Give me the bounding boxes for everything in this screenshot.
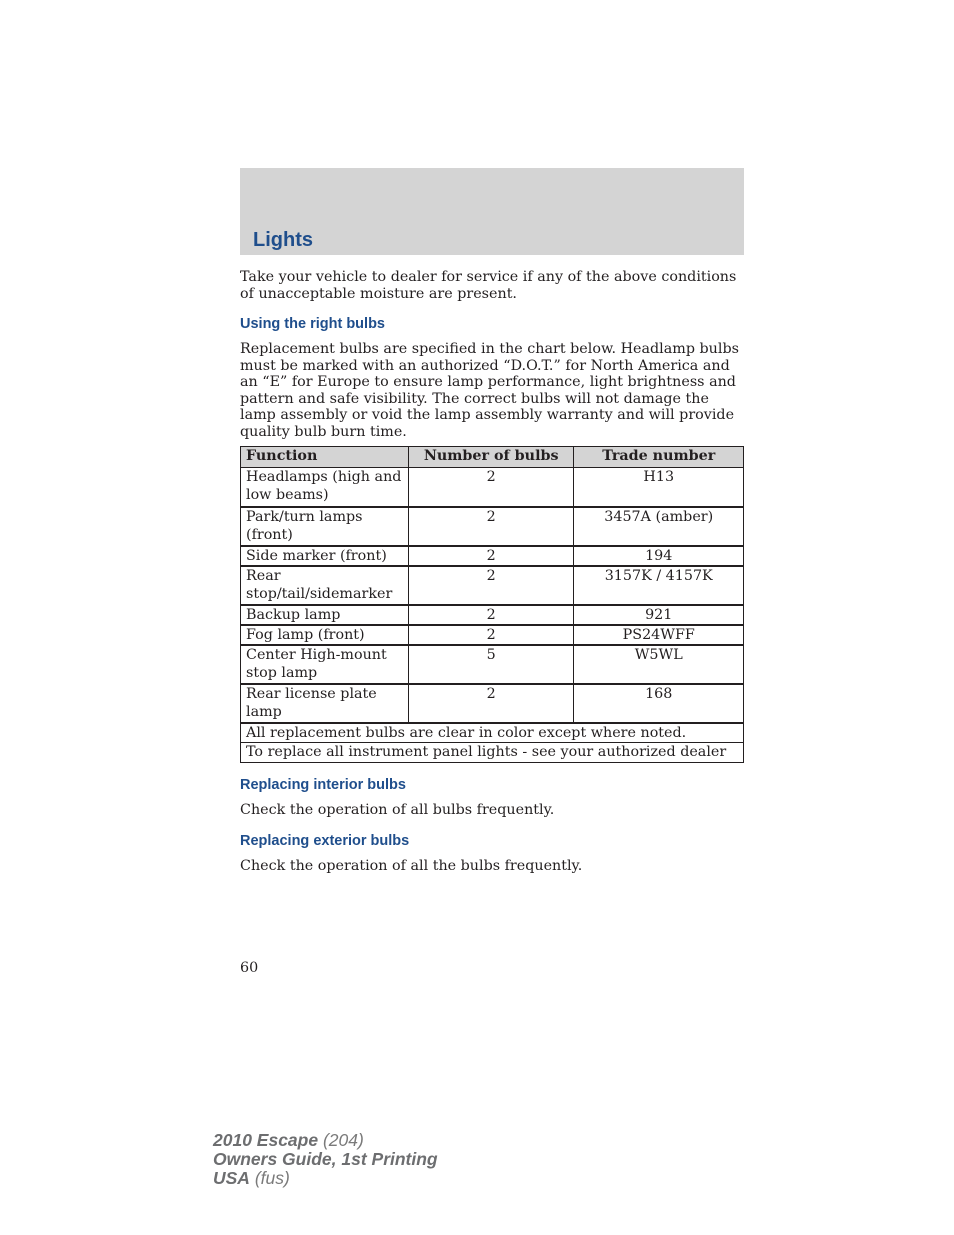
cell-function: Center High-mount stop lamp [241, 645, 409, 684]
footer-line-market [213, 1169, 438, 1188]
right-bulbs-paragraph: Replacement bulbs are specified in the chart below. Headlamp bulbs must be marked with an authorized “D.O.T.” for North America and an “E” for Europe to ensure lamp performance, light brightness and pattern and safe visibility. The correct bulbs will not damage the lamp assembly or void the lamp assembly warranty and will provide quality bulb burn time. [240, 341, 739, 440]
cell-function: Headlamps (high and low beams) [241, 468, 409, 507]
cell-trade: 194 [574, 546, 744, 566]
intro-paragraph: Take your vehicle to dealer for service if any of the above conditions of unacceptable moisture are present. [240, 269, 737, 302]
cell-function: Rear stop/tail/sidemarker [241, 566, 409, 605]
table-row [241, 566, 744, 605]
cell-count: 2 [408, 625, 574, 645]
exterior-bulbs-paragraph: Check the operation of all the bulbs frequently. [240, 858, 583, 874]
table-row [241, 468, 744, 507]
cell-trade: 3157K / 4157K [574, 566, 744, 605]
cell-trade: W5WL [574, 645, 744, 684]
heading-replacing-exterior-bulbs: Replacing exterior bulbs [240, 833, 410, 849]
table-note: To replace all instrument panel lights - see your authorized dealer [241, 743, 744, 763]
column-header-number-of-bulbs: Number of bulbs [408, 447, 574, 468]
section-header-band [240, 168, 744, 255]
cell-count: 2 [408, 468, 574, 507]
heading-using-right-bulbs: Using the right bulbs [240, 316, 385, 332]
column-header-function: Function [241, 447, 409, 468]
cell-count: 2 [408, 684, 574, 723]
cell-trade: PS24WFF [574, 625, 744, 645]
footer-market: USA [213, 1168, 250, 1188]
bulb-table [240, 446, 744, 763]
cell-function: Park/turn lamps (front) [241, 507, 409, 546]
column-header-trade-number: Trade number [574, 447, 744, 468]
heading-replacing-interior-bulbs: Replacing interior bulbs [240, 777, 406, 793]
table-row [241, 507, 744, 546]
page-title: Lights [253, 229, 313, 251]
table-note: All replacement bulbs are clear in color except where noted. [241, 723, 744, 743]
cell-trade: 168 [574, 684, 744, 723]
cell-function: Backup lamp [241, 605, 409, 625]
footer-line-model [213, 1131, 438, 1150]
table-row [241, 605, 744, 625]
page-number: 60 [240, 960, 259, 976]
table-row [241, 625, 744, 645]
table-header-row [241, 447, 744, 468]
document-footer [213, 1131, 438, 1188]
table-row [241, 645, 744, 684]
table-note-row [241, 723, 744, 743]
cell-trade: H13 [574, 468, 744, 507]
table-row [241, 684, 744, 723]
cell-count: 2 [408, 605, 574, 625]
cell-count: 2 [408, 507, 574, 546]
footer-guide: Owners Guide, 1st Printing [213, 1149, 438, 1169]
footer-model-code: (204) [322, 1130, 364, 1150]
cell-function: Fog lamp (front) [241, 625, 409, 645]
footer-model: 2010 Escape [213, 1130, 319, 1150]
table-note-row [241, 743, 744, 763]
table-row [241, 546, 744, 566]
cell-count: 2 [408, 546, 574, 566]
cell-trade: 3457A (amber) [574, 507, 744, 546]
cell-count: 2 [408, 566, 574, 605]
footer-market-code: (fus) [254, 1168, 290, 1188]
cell-function: Rear license plate lamp [241, 684, 409, 723]
cell-trade: 921 [574, 605, 744, 625]
cell-function: Side marker (front) [241, 546, 409, 566]
interior-bulbs-paragraph: Check the operation of all bulbs frequently. [240, 802, 555, 818]
footer-line-guide [213, 1150, 438, 1169]
cell-count: 5 [408, 645, 574, 684]
